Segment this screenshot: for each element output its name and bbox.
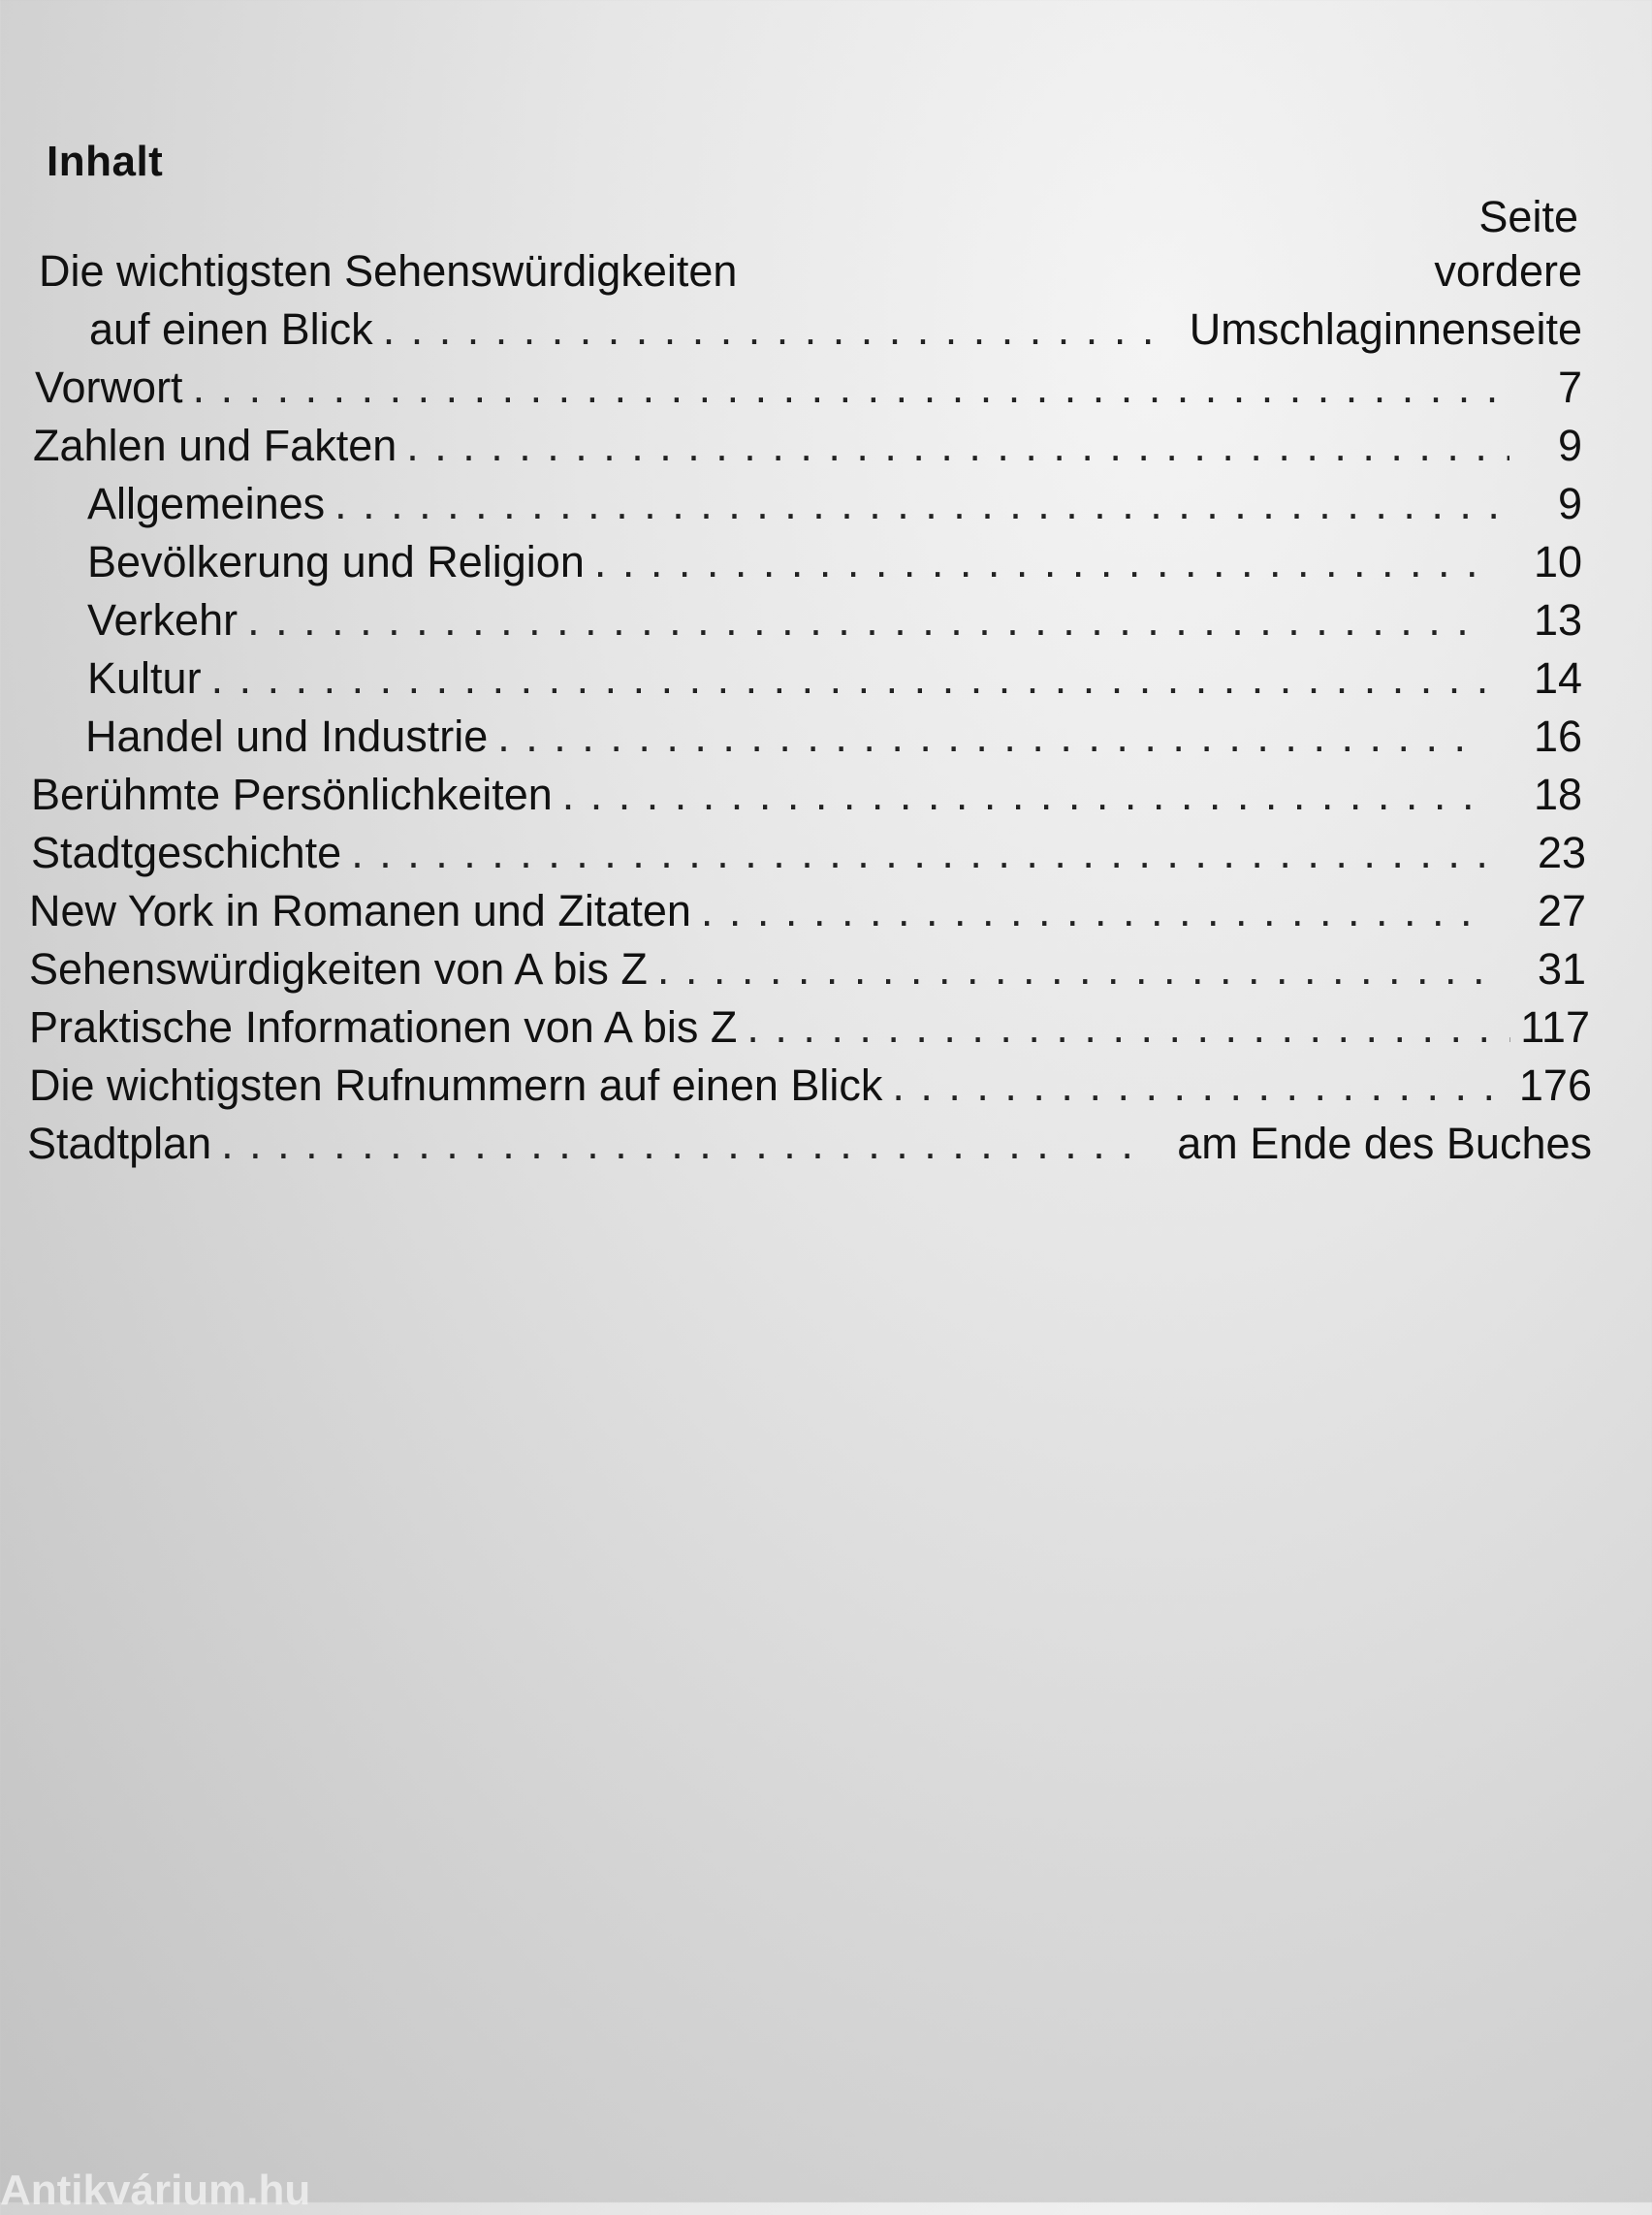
toc-entry xyxy=(87,533,1582,591)
leader-dots xyxy=(892,1057,1509,1115)
toc-entry xyxy=(87,591,1582,649)
toc-entry xyxy=(29,998,1590,1057)
toc-entry-title: Die wichtigsten Sehenswürdigkeiten xyxy=(39,246,738,296)
toc-entry-title: Die wichtigsten Rufnummern auf einen Blick xyxy=(29,1060,883,1110)
toc-entry-page: 27 xyxy=(1537,886,1586,935)
toc-entry-page: 23 xyxy=(1537,828,1586,877)
toc-entry xyxy=(31,824,1586,882)
toc-entry-title: Praktische Informationen von A bis Z xyxy=(29,1002,738,1052)
leader-dots xyxy=(497,708,1485,766)
toc-entry-title: Vorwort xyxy=(35,363,183,412)
leader-dots xyxy=(657,940,1489,998)
toc-entry xyxy=(29,882,1586,940)
toc-entry-title: New York in Romanen und Zitaten xyxy=(29,886,691,935)
leader-dots xyxy=(747,998,1510,1057)
toc-entry xyxy=(29,940,1586,998)
toc-entry-page: 9 xyxy=(1557,479,1582,528)
toc-entry xyxy=(87,649,1582,708)
toc-entry-page: 9 xyxy=(1557,421,1582,470)
toc-entry xyxy=(39,242,1582,301)
toc-entry xyxy=(31,766,1582,824)
toc-entry xyxy=(85,708,1582,766)
leader-dots xyxy=(406,417,1509,475)
toc-entry-title: Stadtplan xyxy=(27,1119,212,1168)
leader-dots xyxy=(562,766,1485,824)
toc-entry-title: Handel und Industrie xyxy=(85,712,489,761)
toc-entry-page: vordere xyxy=(1434,246,1582,296)
toc-entry xyxy=(29,1057,1592,1115)
watermark: Antikvárium.hu xyxy=(0,2167,311,2214)
toc-entry-title: Berühmte Persönlichkeiten xyxy=(31,770,553,819)
toc-entry-title: auf einen Blick xyxy=(89,304,373,354)
leader-dots xyxy=(247,591,1485,649)
toc-entry-page: 16 xyxy=(1533,712,1582,761)
toc-heading: Inhalt xyxy=(47,138,164,185)
toc-entry xyxy=(27,1115,1592,1173)
toc-entry-page: 117 xyxy=(1520,1002,1590,1052)
toc-entry-title: Allgemeines xyxy=(87,479,326,528)
toc-entry-title: Verkehr xyxy=(87,595,238,645)
leader-dots xyxy=(594,533,1485,591)
toc-entry-title: Stadtgeschichte xyxy=(31,828,342,877)
toc-entry-title: Kultur xyxy=(87,653,202,703)
toc-entry-title: Zahlen und Fakten xyxy=(33,421,397,470)
leader-dots xyxy=(211,649,1485,708)
leader-dots xyxy=(701,882,1489,940)
leader-dots xyxy=(351,824,1489,882)
leader-dots xyxy=(334,475,1509,533)
toc-entry-page: 10 xyxy=(1533,537,1582,586)
toc-entry-page: 13 xyxy=(1533,595,1582,645)
toc-entry-page: am Ende des Buches xyxy=(1177,1119,1592,1168)
toc-entry xyxy=(89,301,1582,359)
toc-entry xyxy=(87,475,1582,533)
leader-dots xyxy=(383,301,1151,359)
leader-dots xyxy=(193,359,1509,417)
toc-entry-title: Sehenswürdigkeiten von A bis Z xyxy=(29,944,648,994)
toc-entry-page: Umschlaginnenseite xyxy=(1189,304,1582,354)
toc-entry-page: 176 xyxy=(1518,1060,1592,1110)
page-column-label: Seite xyxy=(1478,192,1578,241)
toc-entry xyxy=(35,359,1582,417)
leader-dots xyxy=(221,1115,1138,1173)
toc-entry-page: 31 xyxy=(1537,944,1586,994)
toc-entry xyxy=(33,417,1582,475)
toc-entry-page: 7 xyxy=(1557,363,1582,412)
toc-entry-page: 18 xyxy=(1533,770,1582,819)
toc-entry-page: 14 xyxy=(1533,653,1582,703)
toc-entry-title: Bevölkerung und Religion xyxy=(87,537,585,586)
